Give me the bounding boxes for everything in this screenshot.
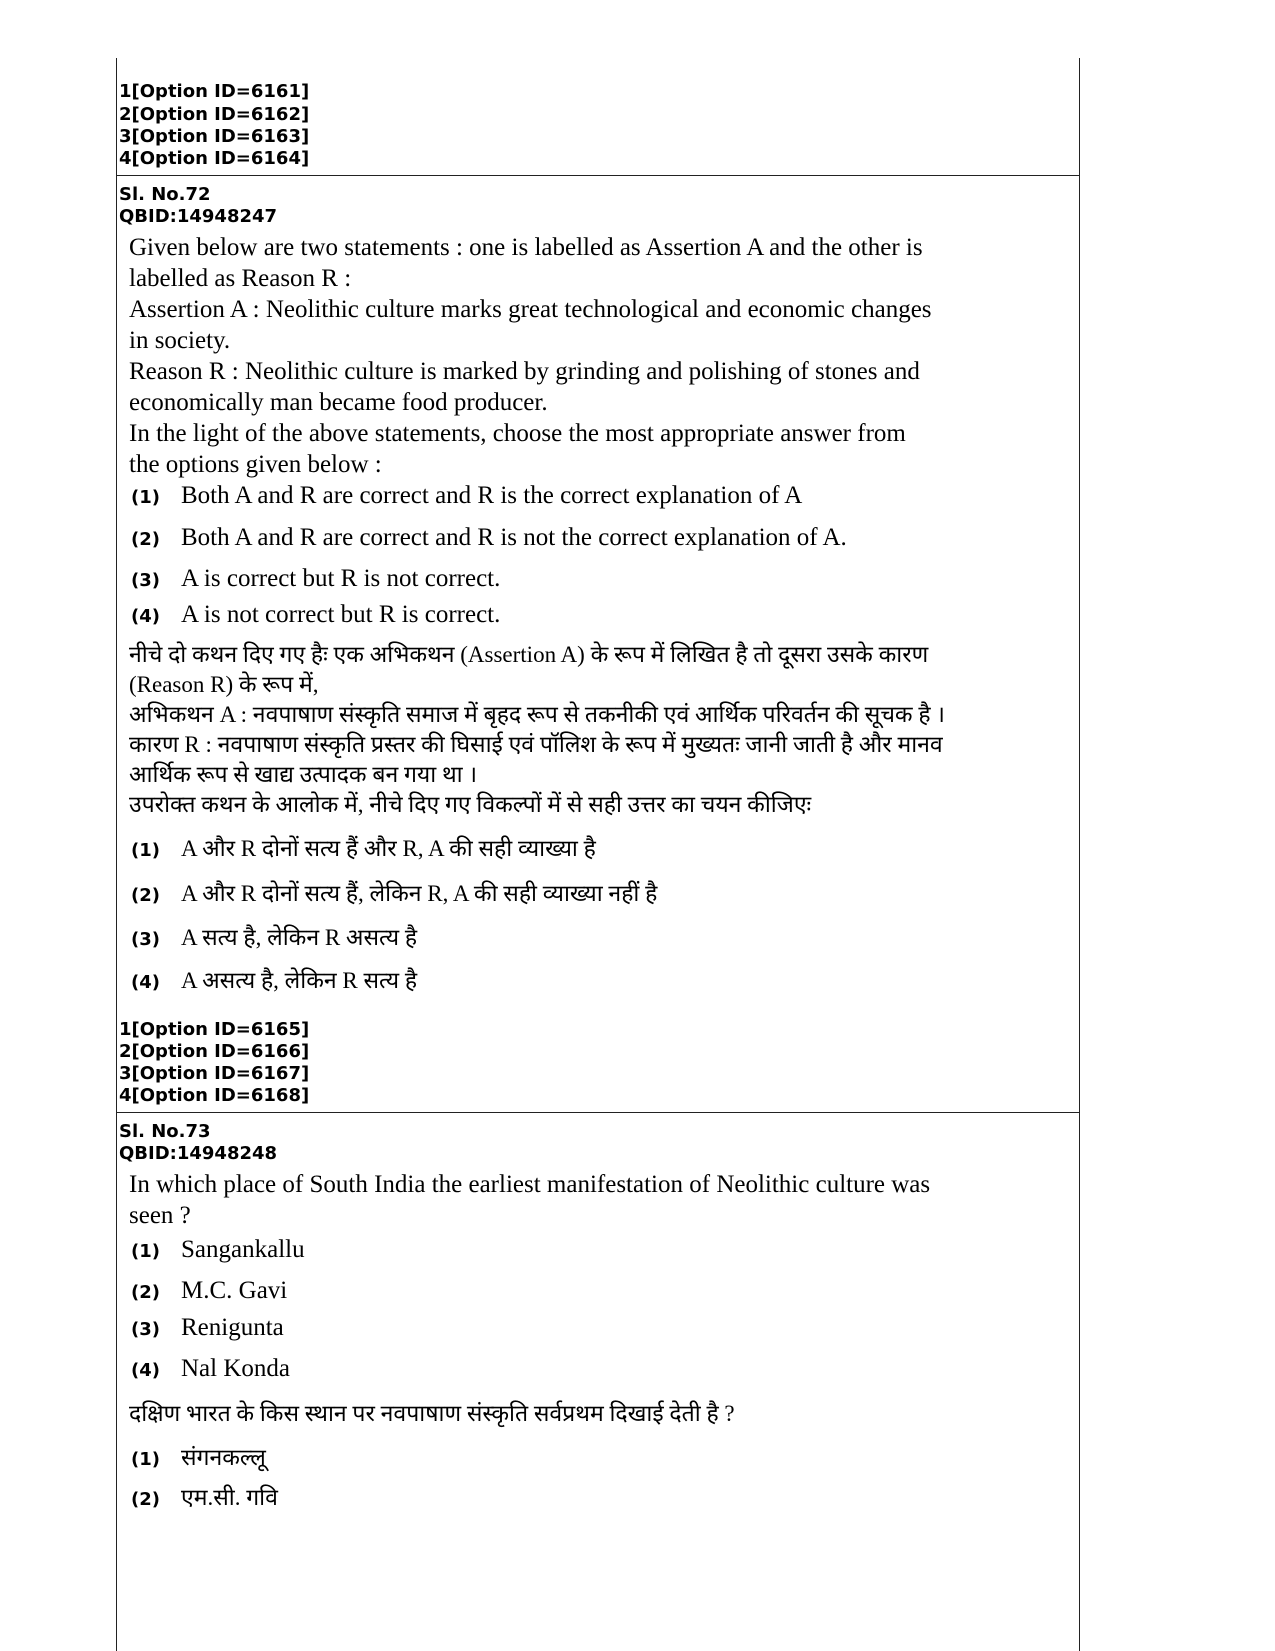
q72-hindi-question xyxy=(129,640,1009,820)
q72-en-line: economically man became food producer. xyxy=(129,389,548,416)
q72-en-line: the options given below : xyxy=(129,451,382,478)
q72-option-id-3: 3[Option ID=6167] xyxy=(119,1063,310,1084)
q72-en-line: in society. xyxy=(129,327,231,354)
q72-hi-line: कारण R : नवपाषाण संस्कृति प्रस्तर की घिसाई एवं पॉलिश के रूप में मुख्यतः जानी जाती है और मानव xyxy=(129,732,943,757)
q72-en-option-3: (3) A is correct but R is not correct. xyxy=(131,565,501,592)
q72-hi-option-3: (3) A सत्य है, लेकिन R असत्य है xyxy=(131,925,418,950)
q73-en-line: In which place of South India the earliest manifestation of Neolithic culture was xyxy=(129,1171,931,1198)
q72-sl-no: Sl. No.72 xyxy=(119,184,211,205)
q72-hi-line: अभिकथन A : नवपाषाण संस्कृति समाज में बृहद रूप से तकनीकी एवं आर्थिक परिवर्तन की सूचक है । xyxy=(129,702,946,727)
prev-option-id-1: 1[Option ID=6161] xyxy=(119,81,310,102)
q73-sl-no: Sl. No.73 xyxy=(119,1121,211,1142)
q72-en-option-1: (1) Both A and R are correct and R is the correct explanation of A xyxy=(131,482,803,509)
q72-en-line: Given below are two statements : one is labelled as Assertion A and the other is xyxy=(129,234,923,261)
q72-hi-line: नीचे दो कथन दिए गए हैः एक अभिकथन (Assertion A) के रूप में लिखित है तो दूसरा उसके कारण xyxy=(129,642,929,667)
q73-en-option-3: (3) Renigunta xyxy=(131,1314,284,1341)
q73-en-line: seen ? xyxy=(129,1202,191,1229)
q72-en-option-2: (2) Both A and R are correct and R is not the correct explanation of A. xyxy=(131,524,847,551)
prev-option-id-3: 3[Option ID=6163] xyxy=(119,126,310,147)
prev-option-id-4: 4[Option ID=6164] xyxy=(119,148,310,169)
q72-option-id-2: 2[Option ID=6166] xyxy=(119,1041,310,1062)
row-divider xyxy=(117,175,1079,176)
q72-en-line: In the light of the above statements, choose the most appropriate answer from xyxy=(129,420,906,447)
q72-hi-line: आर्थिक रूप से खाद्य उत्पादक बन गया था । xyxy=(129,762,478,787)
q73-hi-option-1: (1) संगनकल्लू xyxy=(131,1445,266,1470)
q72-en-line: Reason R : Neolithic culture is marked by grinding and polishing of stones and xyxy=(129,358,920,385)
question-table xyxy=(116,58,1080,1651)
q72-en-line: labelled as Reason R : xyxy=(129,265,352,292)
q72-hi-option-1: (1) A और R दोनों सत्य हैं और R, A की सही व्याख्या है xyxy=(131,836,596,861)
row-divider xyxy=(117,1112,1079,1113)
q72-en-line: Assertion A : Neolithic culture marks great technological and economic changes xyxy=(129,296,932,323)
q72-hi-line: (Reason R) के रूप में, xyxy=(129,672,319,697)
q72-qbid: QBID:14948247 xyxy=(119,206,278,227)
q73-hindi-question: दक्षिण भारत के किस स्थान पर नवपाषाण संस्कृति सर्वप्रथम दिखाई देती है ? xyxy=(129,1401,735,1426)
q73-english-question xyxy=(129,1169,1009,1231)
q72-en-option-4: (4) A is not correct but R is correct. xyxy=(131,601,501,628)
prev-option-id-2: 2[Option ID=6162] xyxy=(119,104,310,125)
q73-hi-option-2: (2) एम.सी. गवि xyxy=(131,1485,278,1510)
q72-hi-option-4: (4) A असत्य है, लेकिन R सत्य है xyxy=(131,968,418,993)
q73-en-option-2: (2) M.C. Gavi xyxy=(131,1277,288,1304)
q72-hi-line: उपरोक्त कथन के आलोक में, नीचे दिए गए विकल्पों में से सही उत्तर का चयन कीजिएः xyxy=(129,792,812,817)
q73-qbid: QBID:14948248 xyxy=(119,1143,278,1164)
q72-hi-option-2: (2) A और R दोनों सत्य हैं, लेकिन R, A की सही व्याख्या नहीं है xyxy=(131,881,658,906)
q72-option-id-1: 1[Option ID=6165] xyxy=(119,1019,310,1040)
q73-en-option-1: (1) Sangankallu xyxy=(131,1236,305,1263)
q72-english-question xyxy=(129,232,1009,480)
q73-en-option-4: (4) Nal Konda xyxy=(131,1355,290,1382)
q72-option-id-4: 4[Option ID=6168] xyxy=(119,1085,310,1106)
